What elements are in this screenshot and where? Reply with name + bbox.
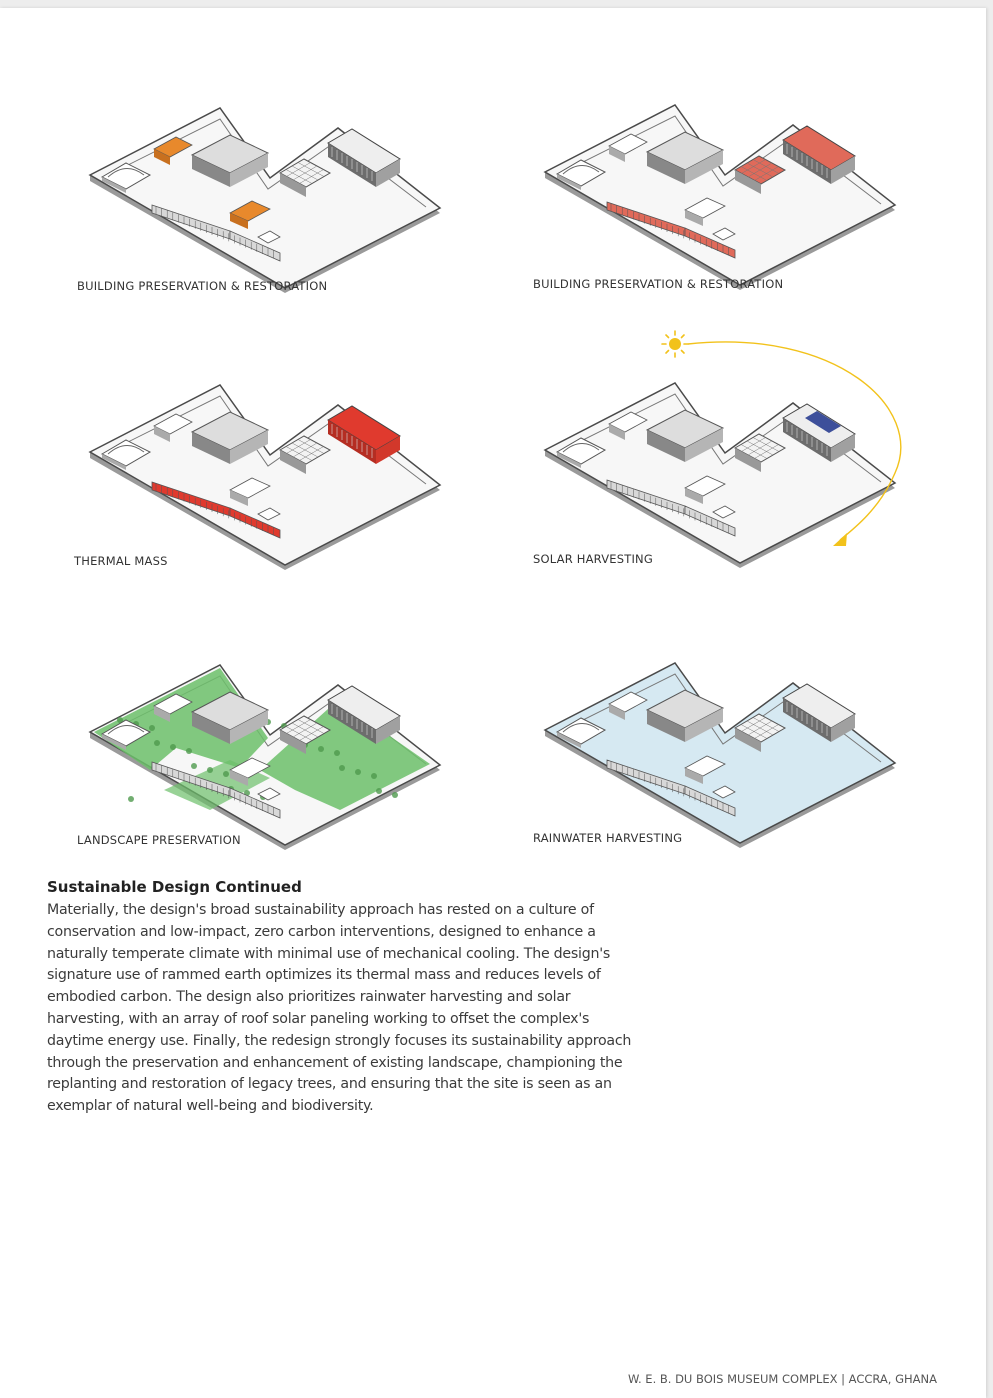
- diagram-landscape-preservation: [80, 660, 500, 860]
- diagram-building-restoration-1: [80, 103, 500, 303]
- arrow-head-icon: [833, 533, 847, 546]
- section-title: Sustainable Design Continued: [47, 878, 302, 896]
- sustainable-design-section: [47, 876, 647, 1118]
- page-footer: W. E. B. DU BOIS MUSEUM COMPLEX | ACCRA, GHANA: [627, 1372, 937, 1386]
- sun-icon: [662, 331, 688, 357]
- caption-rainwater-harvesting: RAINWATER HARVESTING: [533, 831, 683, 845]
- caption-building-restoration-1: BUILDING PRESERVATION & RESTORATION: [77, 279, 328, 293]
- site-ground: [545, 105, 895, 285]
- sun-arc: [688, 342, 901, 540]
- site-ground: [545, 663, 895, 843]
- sun-path-diagram: [655, 328, 915, 558]
- site-ground: [90, 108, 440, 288]
- caption-thermal-mass: THERMAL MASS: [74, 554, 168, 568]
- diagram-thermal-mass: [80, 380, 500, 580]
- site-ground: [90, 385, 440, 565]
- section-body: Materially, the design's broad sustainability approach has rested on a culture of conservation and low-impact, zero carbon interventions, designed to enhance a naturally temperate climate with minimal use of mechanical cooling. The design's signature use of rammed earth optimizes its thermal mass and reduces levels of embodied carbon. The design also prioritizes rainwater harvesting and solar harvesting, with an array of roof solar paneling working to offset the complex's daytime energy use. Finally, the redesign strongly focuses its sustainability approach through the preservation and enhancement of existing landscape, championing the replanting and restoration of legacy trees, and ensuring that the site is seen as an exemplar of natural well-being and biodiversity.: [47, 902, 632, 1115]
- caption-solar-harvesting: SOLAR HARVESTING: [533, 552, 653, 566]
- document-page: [0, 8, 986, 1398]
- diagram-building-restoration-2: [535, 100, 955, 300]
- diagram-rainwater-harvesting: [535, 658, 955, 858]
- caption-building-restoration-2: BUILDING PRESERVATION & RESTORATION: [533, 277, 784, 291]
- caption-landscape-preservation: LANDSCAPE PRESERVATION: [77, 833, 241, 847]
